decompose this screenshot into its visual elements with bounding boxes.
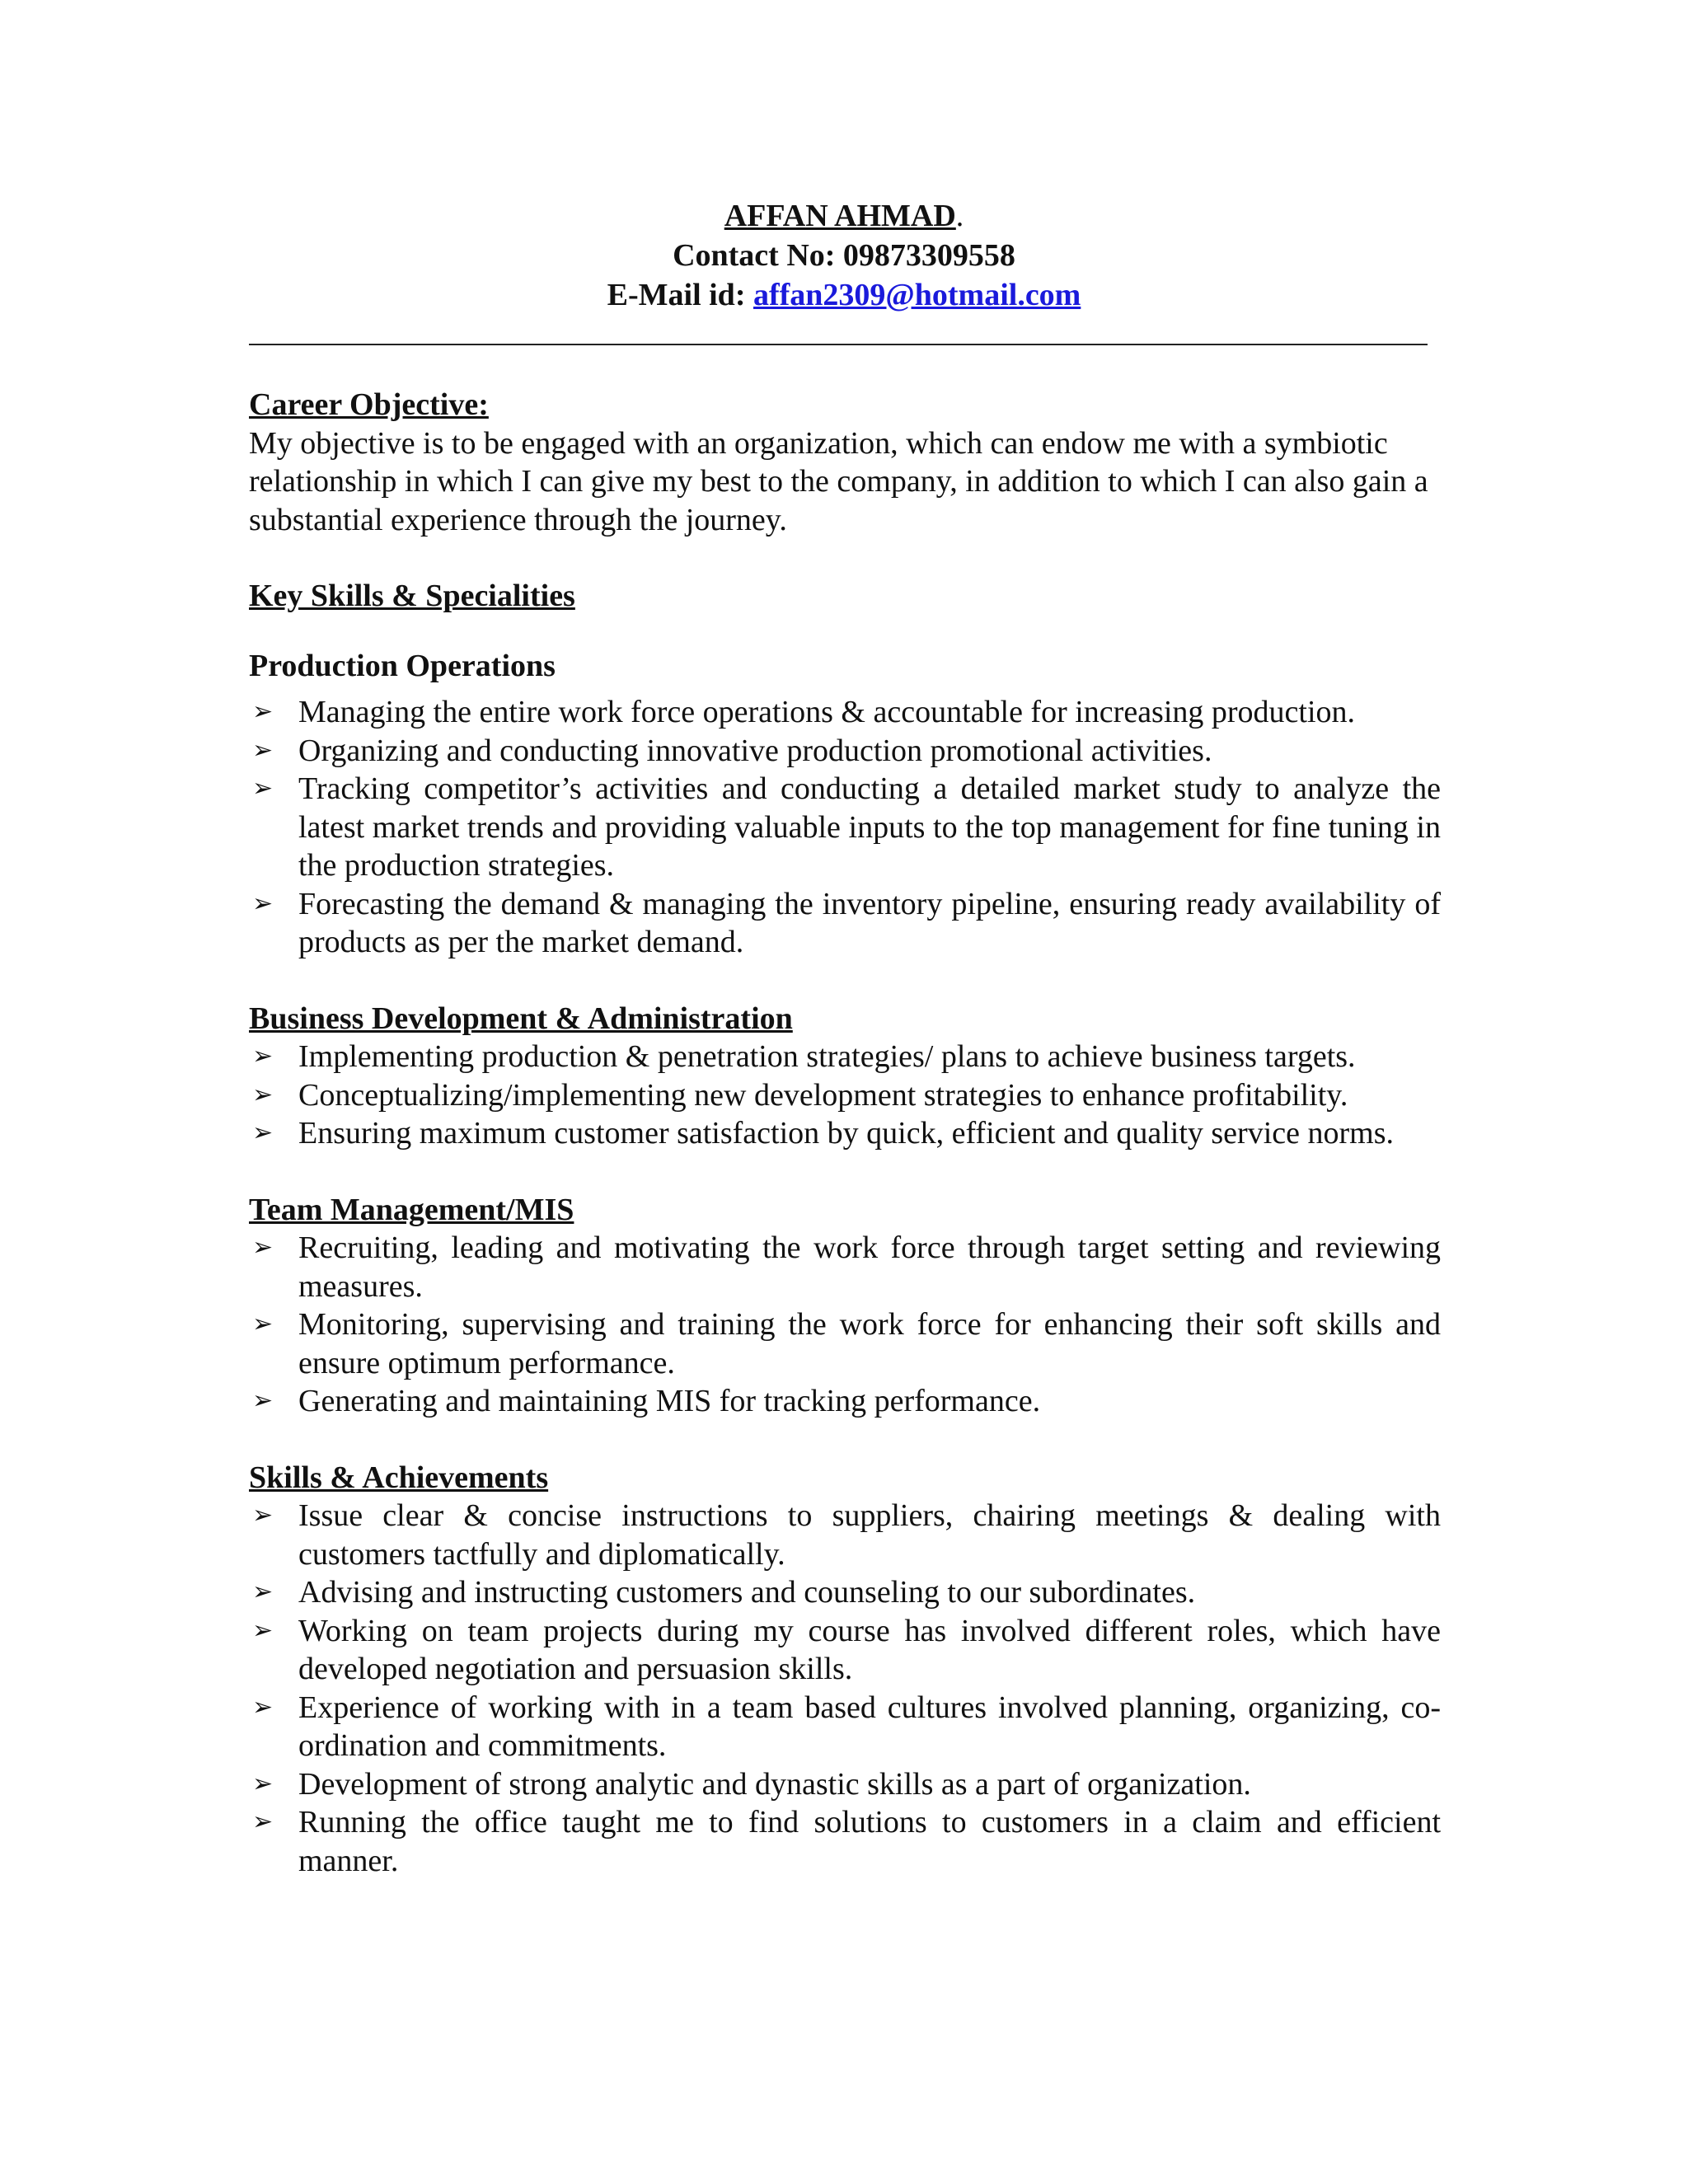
email-line [0,275,1688,315]
arrow-bullet-icon: ➢ [252,1042,274,1071]
list-item-text: Development of strong analytic and dynastic skills as a part of organization. [298,1766,1251,1802]
arrow-bullet-icon: ➢ [252,774,274,803]
arrow-bullet-icon: ➢ [252,735,274,765]
list-item [249,1497,1441,1573]
email-label: E-Mail id: [607,278,746,312]
list-item-text: Generating and maintaining MIS for tracking performance. [298,1384,1041,1418]
list-item-text: Issue clear & concise instructions to suppliers, chairing meetings & dealing with customers tactfully and diplomatically. [298,1498,1441,1572]
arrow-bullet-icon: ➢ [252,1501,274,1530]
name-line [0,196,1688,236]
arrow-bullet-icon: ➢ [252,1310,274,1338]
list-item [249,1612,1441,1689]
list-item-text: Experience of working with in a team based cultures involved planning, organizing, co-ordination and commitments. [298,1690,1441,1763]
career-objective-text: My objective is to be engaged with an organization, which can endow me with a symbiotic relationship in which I can give my best to the company, in addition to which I can also gain a substantial experience through the journey. [249,425,1428,537]
arrow-bullet-icon: ➢ [252,1807,274,1836]
contact-label: Contact No: [673,238,836,273]
arrow-bullet-icon: ➢ [252,1386,274,1415]
list-item-text: Implementing production & penetration strategies/ plans to achieve business targets. [298,1039,1356,1074]
business-development-list [249,1038,1441,1153]
arrow-bullet-icon: ➢ [252,1118,274,1147]
contact-line [0,236,1688,275]
arrow-bullet-icon: ➢ [252,1692,274,1722]
list-item [249,1382,1441,1421]
list-item-text: Tracking competitor’s activities and conducting a detailed market study to analyze the latest market trends and providing valuable inputs to the top management for fine tuning in the production strategies. [298,771,1441,883]
arrow-bullet-icon: ➢ [252,1080,274,1109]
list-item [249,1689,1441,1765]
candidate-name: AFFAN AHMAD [724,199,956,233]
list-item [249,693,1441,732]
list-item [249,1305,1441,1382]
business-development-title: Business Development & Administration [249,1001,793,1036]
resume-body [249,386,1441,1880]
list-item [249,1038,1441,1076]
email-link[interactable]: affan2309@hotmail.com [753,278,1081,312]
arrow-bullet-icon: ➢ [252,1233,274,1262]
arrow-bullet-icon: ➢ [252,1615,274,1645]
list-item-text: Advising and instructing customers and counseling to our subordinates. [298,1575,1196,1610]
team-management-title: Team Management/MIS [249,1192,574,1227]
list-item-text: Working on team projects during my course has involved different roles, which have developed negotiation and persuasion skills. [298,1613,1441,1686]
arrow-bullet-icon: ➢ [252,697,274,726]
list-item-text: Monitoring, supervising and training the work force for enhancing their soft skills and ensure optimum performance. [298,1307,1441,1380]
name-suffix: . [955,199,964,233]
skills-achievements-list [249,1497,1441,1880]
header-divider [249,344,1428,345]
list-item [249,1114,1441,1153]
arrow-bullet-icon: ➢ [252,888,274,918]
list-item-text: Conceptualizing/implementing new development strategies to enhance profitability. [298,1077,1348,1113]
list-item-text: Forecasting the demand & managing the inventory pipeline, ensuring ready availability of products as per the market demand. [298,886,1441,959]
list-item-text: Organizing and conducting innovative production promotional activities. [298,733,1212,768]
production-operations-title: Production Operations [249,648,556,683]
list-item-text: Ensuring maximum customer satisfaction by quick, efficient and quality service norms. [298,1116,1394,1151]
production-operations-list [249,693,1441,962]
list-item [249,1765,1441,1804]
list-item-text: Running the office taught me to find solutions to customers in a claim and efficient manner. [298,1805,1441,1878]
skills-achievements-title: Skills & Achievements [249,1460,549,1495]
team-management-list [249,1229,1441,1421]
career-objective-title: Career Objective: [249,387,489,422]
list-item [249,1076,1441,1115]
resume-header [0,196,1688,315]
arrow-bullet-icon: ➢ [252,1769,274,1798]
list-item [249,1803,1441,1880]
list-item-text: Recruiting, leading and motivating the work force through target setting and reviewing measures. [298,1230,1441,1304]
list-item [249,885,1441,962]
contact-number: 09873309558 [842,238,1015,273]
key-skills-title: Key Skills & Specialities [249,579,575,613]
list-item [249,732,1441,771]
arrow-bullet-icon: ➢ [252,1577,274,1606]
list-item [249,1573,1441,1612]
list-item [249,1229,1441,1305]
list-item [249,770,1441,885]
list-item-text: Managing the entire work force operations & accountable for increasing production. [298,695,1356,729]
